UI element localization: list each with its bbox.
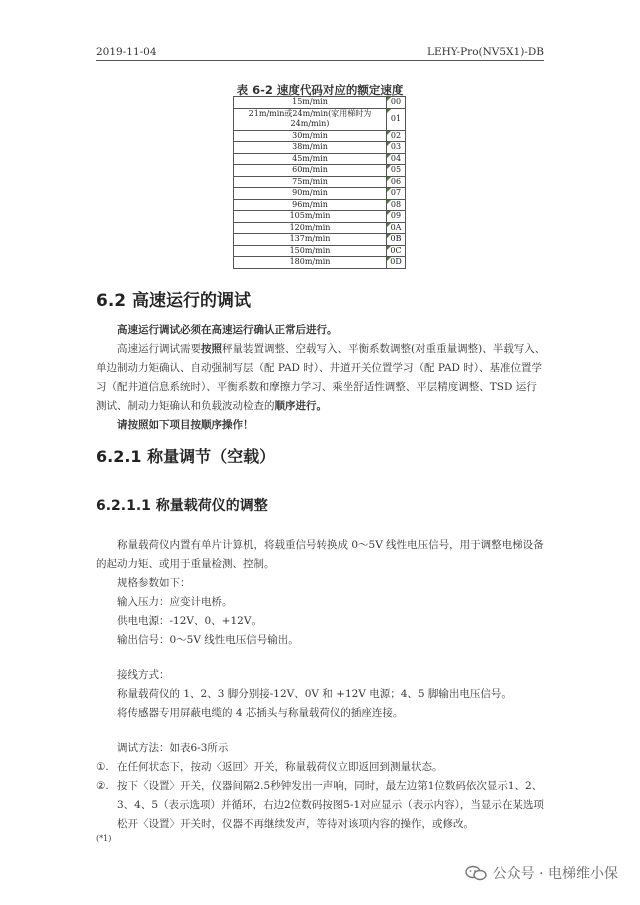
step-2-number: ②. xyxy=(96,780,109,792)
speed-cell: 90m/min xyxy=(234,188,387,200)
method-title: 调试方法：如表6-3所示 xyxy=(117,742,229,754)
table-row xyxy=(234,199,406,211)
procedure-text-d: 顺序 xyxy=(274,400,296,412)
speed-cell: 21m/min或24m/min(家用梯时为24m/min) xyxy=(234,108,387,130)
speed-cell: 15m/min xyxy=(234,97,387,109)
table-row xyxy=(234,108,406,130)
section-6-2-1-1-title: 6.2.1.1 称量载荷仪的调整 xyxy=(96,498,268,514)
code-cell: 01 xyxy=(387,108,406,130)
procedure-text-c: 秤量装置调整、空载写入、平衡系数调整(对重重量调整)、半载写入、单边制动力矩确认、自动强制写层（配 PAD 时）、井道开关位置学习（配 PAD 时）、基准位置学习（配井道信息系统时）、平衡系数和摩擦力学习、乘坐舒适性调整、平层精度调整、TSD 运行测试、制动力矩确认和负载波动检查的 xyxy=(96,343,546,412)
table-row xyxy=(234,245,406,257)
code-cell: 0D xyxy=(387,257,406,269)
table-row xyxy=(234,222,406,234)
procedure-text-e: 进行。 xyxy=(295,400,327,412)
code-cell: 06 xyxy=(387,176,406,188)
table-row xyxy=(234,165,406,177)
step-2-text: 按下〈设置〉开关，仪器间隔2.5秒钟发出一声响，同时，最左边第1位数码依次显示1、2、3、4、5（表示选项）并循环，右边2位数码按图5-1对应显示（表示内容），当显示在某选项松开〈设置〉开关时，仪器不再继续发声，等待对该项内容的操作，或修改。 xyxy=(117,780,544,830)
code-cell: 0A xyxy=(387,222,406,234)
spec-output: 输出信号：0～5V 线性电压信号输出。 xyxy=(117,634,299,646)
wiring-line-1: 称量载荷仪的 1、2、3 脚分别接-12V、0V 和 +12V 电源；4、5 脚输出电压信号。 xyxy=(117,688,512,700)
section-6-2-title: 6.2 高速运行的调试 xyxy=(96,291,252,311)
speed-cell: 45m/min xyxy=(234,153,387,165)
speed-cell: 120m/min xyxy=(234,222,387,234)
section-6-2-1-title: 6.2.1 称量调节（空载） xyxy=(96,447,276,466)
speed-cell: 96m/min xyxy=(234,199,387,211)
speed-cell: 137m/min xyxy=(234,234,387,246)
code-cell: 0C xyxy=(387,245,406,257)
wiring-title: 接线方式： xyxy=(117,669,170,681)
table-row xyxy=(234,257,406,269)
spec-title: 规格参数如下： xyxy=(117,577,191,589)
watermark-text: 公众号 · 电梯维小保 xyxy=(492,866,618,882)
table-row xyxy=(234,176,406,188)
code-cell: 00 xyxy=(387,97,406,109)
table-row xyxy=(234,97,406,109)
code-cell: 02 xyxy=(387,130,406,142)
watermark xyxy=(465,863,618,883)
table-row xyxy=(234,188,406,200)
instruction-line: 请按照如下项目按顺序操作！ xyxy=(117,419,254,431)
header-date: 2019-11-04 xyxy=(96,46,157,58)
speed-cell: 180m/min xyxy=(234,257,387,269)
speed-cell: 150m/min xyxy=(234,245,387,257)
speed-cell: 38m/min xyxy=(234,142,387,154)
speed-cell: 105m/min xyxy=(234,211,387,223)
table-row xyxy=(234,153,406,165)
code-cell: 05 xyxy=(387,165,406,177)
code-cell: 08 xyxy=(387,199,406,211)
code-cell: 03 xyxy=(387,142,406,154)
code-cell: 04 xyxy=(387,153,406,165)
speed-cell: 60m/min xyxy=(234,165,387,177)
code-cell: 0B xyxy=(387,234,406,246)
table-row xyxy=(234,142,406,154)
speed-cell: 75m/min xyxy=(234,176,387,188)
code-cell: 07 xyxy=(387,188,406,200)
procedure-text-b: 按照 xyxy=(201,343,222,355)
speed-cell: 30m/min xyxy=(234,130,387,142)
table-row xyxy=(234,211,406,223)
speed-code-table xyxy=(233,96,406,269)
procedure-text-a: 高速运行调试需要 xyxy=(117,343,201,355)
step-1-text: 在任何状态下，按动〈返回〉开关，称量载荷仪立即返回到测量状态。 xyxy=(117,761,443,773)
table-row xyxy=(234,234,406,246)
section-6-2-1-1-body xyxy=(96,536,546,844)
section-6-2-body xyxy=(96,321,546,435)
step-1 xyxy=(96,758,546,777)
footnote-marker: (*1) xyxy=(96,834,112,843)
wechat-icon xyxy=(465,865,487,881)
spec-power: 供电电源：-12V、0、+12V。 xyxy=(117,615,262,627)
header-model: LEHY-Pro(NV5X1)-DB xyxy=(426,46,544,58)
table-caption: 表 6-2 速度代码对应的额定速度 xyxy=(236,83,404,97)
step-1-number: ①. xyxy=(96,761,109,773)
notice-line: 高速运行调试必须在高速运行确认正常后进行。 xyxy=(117,324,338,336)
header-rule xyxy=(96,60,544,61)
intro-paragraph: 称量载荷仪内置有单片计算机，将载重信号转换成 0～5V 线性电压信号，用于调整电梯设备的起动力矩、或用于重量检测、控制。 xyxy=(96,539,544,570)
spec-input: 输入压力：应变计电桥。 xyxy=(117,596,233,608)
table-row xyxy=(234,130,406,142)
step-2 xyxy=(96,777,546,834)
code-cell: 09 xyxy=(387,211,406,223)
wiring-line-2: 将传感器专用屏蔽电缆的 4 芯插头与称量载荷仪的插座连接。 xyxy=(117,707,404,719)
procedure-paragraph xyxy=(96,340,546,416)
